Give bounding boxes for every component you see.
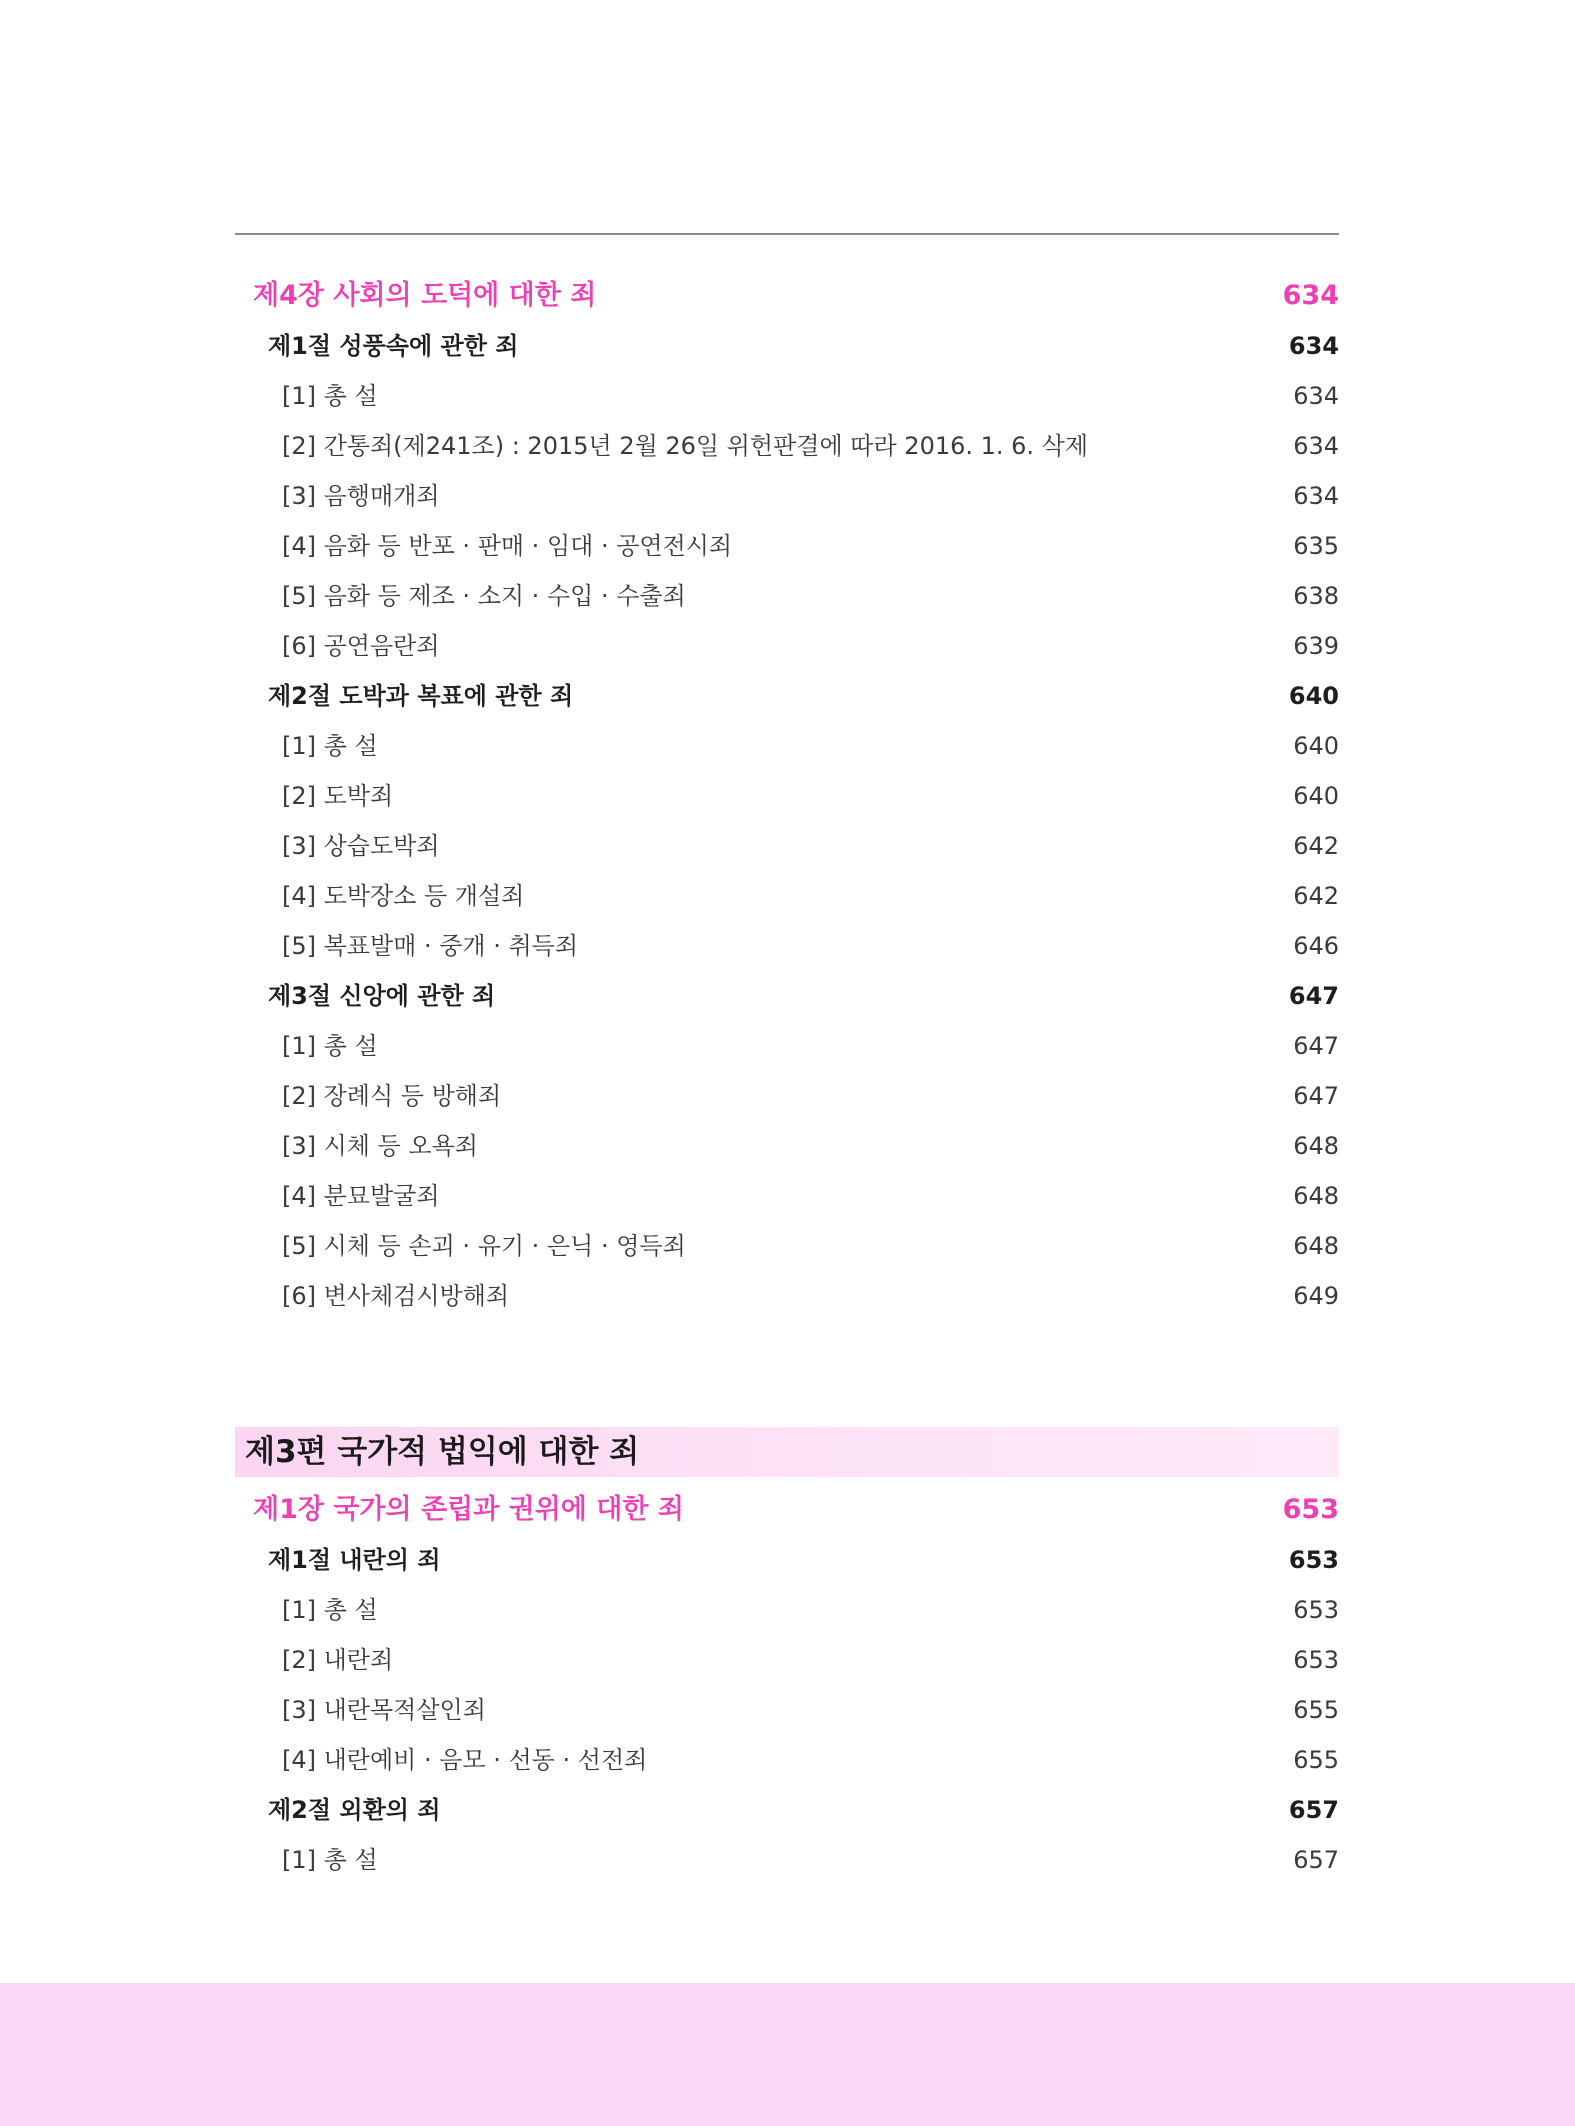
item-page: 635 [1293, 532, 1339, 560]
toc-item[interactable] [235, 1585, 1339, 1635]
item-page: 647 [1293, 1032, 1339, 1060]
item-page: 647 [1293, 1082, 1339, 1110]
item-page: 657 [1293, 1846, 1339, 1874]
item-title: [2] 간통죄(제241조) : 2015년 2월 26일 위헌판결에 따라 2016. 1. 6. 삭제 [282, 432, 1089, 460]
item-page: 642 [1293, 882, 1339, 910]
toc-item[interactable] [235, 371, 1339, 421]
item-page: 646 [1293, 932, 1339, 960]
toc-item[interactable] [235, 521, 1339, 571]
item-page: 639 [1293, 632, 1339, 660]
section-title: 제2절 도박과 복표에 관한 죄 [268, 682, 574, 710]
toc-item[interactable] [235, 721, 1339, 771]
section-page: 634 [1288, 332, 1339, 360]
toc-item[interactable] [235, 1685, 1339, 1735]
item-title: [2] 장례식 등 방해죄 [282, 1082, 502, 1110]
chapter-page: 653 [1282, 1494, 1339, 1525]
item-page: 638 [1293, 582, 1339, 610]
section-title: 제2절 외환의 죄 [268, 1796, 441, 1824]
item-page: 648 [1293, 1232, 1339, 1260]
toc-item[interactable] [235, 871, 1339, 921]
item-title: [1] 총 설 [282, 382, 378, 410]
footer-band [0, 1983, 1575, 2126]
item-title: [5] 음화 등 제조 · 소지 · 수입 · 수출죄 [282, 582, 686, 610]
item-page: 634 [1293, 432, 1339, 460]
toc-section[interactable] [235, 1535, 1339, 1585]
item-title: [3] 내란목적살인죄 [282, 1696, 486, 1724]
toc-section[interactable] [235, 1785, 1339, 1835]
chapter-page: 634 [1282, 280, 1339, 311]
item-page: 655 [1293, 1746, 1339, 1774]
toc-item[interactable] [235, 1121, 1339, 1171]
toc-block-2 [235, 1425, 1339, 1885]
toc-item[interactable] [235, 1221, 1339, 1271]
top-divider [235, 233, 1339, 235]
item-page: 642 [1293, 832, 1339, 860]
section-title: 제1절 성풍속에 관한 죄 [268, 332, 519, 360]
item-title: [2] 내란죄 [282, 1646, 394, 1674]
section-title: 제3절 신앙에 관한 죄 [268, 982, 496, 1010]
toc-item[interactable] [235, 621, 1339, 671]
toc-item[interactable] [235, 821, 1339, 871]
toc-block-1 [235, 271, 1339, 1321]
item-title: [1] 총 설 [282, 732, 378, 760]
toc-chapter[interactable] [235, 1485, 1339, 1535]
toc-item[interactable] [235, 1171, 1339, 1221]
item-title: [1] 총 설 [282, 1596, 378, 1624]
chapter-title: 제1장 국가의 존립과 권위에 대한 죄 [253, 1494, 684, 1525]
item-page: 649 [1293, 1282, 1339, 1310]
toc-item[interactable] [235, 1021, 1339, 1071]
toc-item[interactable] [235, 571, 1339, 621]
toc-section[interactable] [235, 971, 1339, 1021]
section-title: 제1절 내란의 죄 [268, 1546, 441, 1574]
part-title: 제3편 국가적 법익에 대한 죄 [245, 1434, 640, 1470]
section-page: 640 [1288, 682, 1339, 710]
item-title: [6] 변사체검시방해죄 [282, 1282, 510, 1310]
item-page: 640 [1293, 782, 1339, 810]
toc-section[interactable] [235, 671, 1339, 721]
chapter-title: 제4장 사회의 도덕에 대한 죄 [253, 280, 597, 311]
section-page: 647 [1288, 982, 1339, 1010]
item-title: [5] 복표발매 · 중개 · 취득죄 [282, 932, 579, 960]
item-title: [1] 총 설 [282, 1032, 378, 1060]
toc-chapter[interactable] [235, 271, 1339, 321]
section-page: 653 [1288, 1546, 1339, 1574]
toc-item[interactable] [235, 421, 1339, 471]
item-page: 648 [1293, 1132, 1339, 1160]
item-title: [3] 상습도박죄 [282, 832, 440, 860]
item-title: [1] 총 설 [282, 1846, 378, 1874]
item-page: 634 [1293, 482, 1339, 510]
toc-item[interactable] [235, 1635, 1339, 1685]
item-title: [4] 분묘발굴죄 [282, 1182, 440, 1210]
item-page: 655 [1293, 1696, 1339, 1724]
item-title: [5] 시체 등 손괴 · 유기 · 은닉 · 영득죄 [282, 1232, 686, 1260]
item-title: [3] 음행매개죄 [282, 482, 440, 510]
item-page: 653 [1293, 1646, 1339, 1674]
item-title: [4] 음화 등 반포 · 판매 · 임대 · 공연전시죄 [282, 532, 733, 560]
item-page: 634 [1293, 382, 1339, 410]
item-page: 640 [1293, 732, 1339, 760]
item-page: 653 [1293, 1596, 1339, 1624]
toc-item[interactable] [235, 471, 1339, 521]
toc-item[interactable] [235, 1271, 1339, 1321]
item-title: [2] 도박죄 [282, 782, 394, 810]
item-title: [4] 내란예비 · 음모 · 선동 · 선전죄 [282, 1746, 648, 1774]
toc-item[interactable] [235, 1835, 1339, 1885]
item-title: [6] 공연음란죄 [282, 632, 440, 660]
item-page: 648 [1293, 1182, 1339, 1210]
toc-item[interactable] [235, 771, 1339, 821]
toc-section[interactable] [235, 321, 1339, 371]
item-title: [3] 시체 등 오욕죄 [282, 1132, 478, 1160]
section-page: 657 [1288, 1796, 1339, 1824]
item-title: [4] 도박장소 등 개설죄 [282, 882, 525, 910]
toc-item[interactable] [235, 1071, 1339, 1121]
toc-item[interactable] [235, 1735, 1339, 1785]
part-header[interactable] [235, 1427, 1339, 1477]
toc-item[interactable] [235, 921, 1339, 971]
